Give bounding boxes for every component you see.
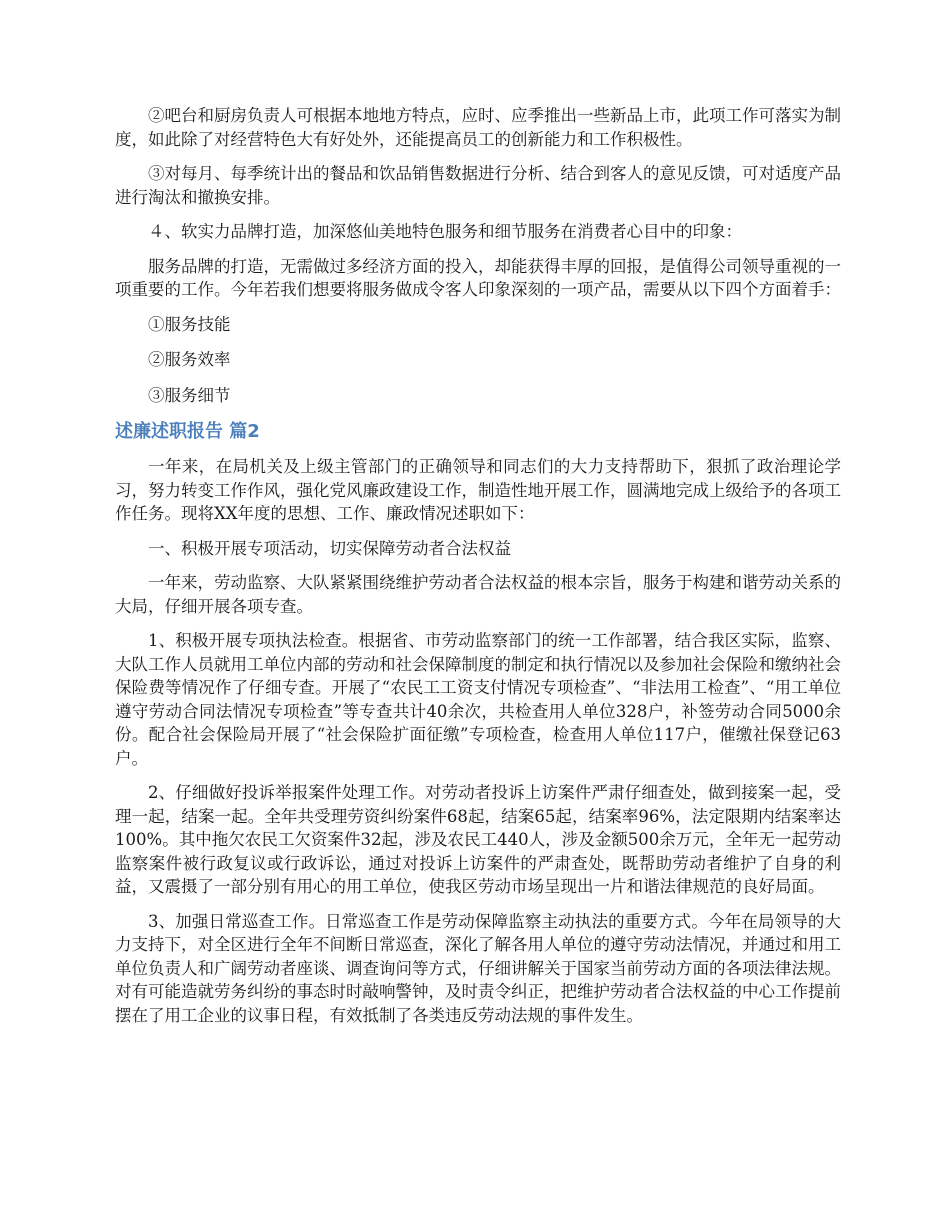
paragraph: 一年来，在局机关及上级主管部门的正确领导和同志们的大力支持帮助下，狠抓了政治理论学习，努力转变工作作风，强化党风廉政建设工作，制造性地开展工作，圆满地完成上级给予的各项工作任务。现将XX年度的思想、工作、廉政情况述职如下： bbox=[115, 457, 841, 523]
document-page bbox=[115, 104, 841, 1038]
paragraph: ②吧台和厨房负责人可根据本地地方特点，应时、应季推出一些新品上市，此项工作可落实为制度，如此除了对经营特色大有好处外，还能提高员工的创新能力和工作积极性。 bbox=[115, 106, 841, 149]
paragraph: 一、积极开展专项活动，切实保障劳动者合法权益 bbox=[148, 538, 511, 558]
paragraph: 一年来，劳动监察、大队紧紧围绕维护劳动者合法权益的根本宗旨，服务于构建和谐劳动关系的大局，仔细开展各项专查。 bbox=[115, 573, 841, 616]
paragraph: ４、软实力品牌打造，加深悠仙美地特色服务和细节服务在消费者心目中的印象： bbox=[148, 222, 742, 241]
list-item: ③服务细节 bbox=[148, 385, 231, 405]
paragraph: ③对每月、每季统计出的餐品和饮品销售数据进行分析、结合到客人的意见反馈，可对适度产品进行淘汰和撤换安排。 bbox=[115, 164, 841, 207]
section-heading: 述廉述职报告 篇2 bbox=[115, 421, 260, 442]
list-item: ②服务效率 bbox=[148, 350, 231, 369]
paragraph: 3、加强日常巡查工作。日常巡查工作是劳动保障监察主动执法的重要方式。今年在局领导的大力支持下，对全区进行全年不间断日常巡查，深化了解各用人单位的遵守劳动法情况，并通过和用工单位负责人和广阔劳动者座谈、调查询问等方式，仔细讲解关于国家当前劳动方面的各项法律法规。对有可能造就劳务纠纷的事态时时敲响警钟，及时责令纠正，把维护劳动者合法权益的中心工作提前摆在了用工企业的议事日程，有效抵制了各类违反劳动法规的事件发生。 bbox=[115, 911, 841, 1025]
paragraph: 1、积极开展专项执法检查。根据省、市劳动监察部门的统一工作部署，结合我区实际，监察、大队工作人员就用工单位内部的劳动和社会保障制度的制定和执行情况以及参加社会保险和缴纳社会保险费等情况作了仔细专查。开展了“农民工工资支付情况专项检查”、“非法用工检查”、“用工单位遵守劳动合同法情况专项检查”等专查共计40余次，共检查用人单位328户，补签劳动合同5000余份。配合社会保险局开展了“社会保险扩面征缴”专项检查，检查用人单位117户，催缴社保登记63户。 bbox=[115, 631, 841, 768]
list-item: ①服务技能 bbox=[148, 314, 231, 334]
paragraph: 2、仔细做好投诉举报案件处理工作。对劳动者投诉上访案件严肃仔细查处，做到接案一起，受理一起，结案一起。全年共受理劳资纠纷案件68起，结案65起，结案率96%，法定限期内结案率达100%。其中拖欠农民工欠资案件32起，涉及农民工440人，涉及金额500余万元，全年无一起劳动监察案件被行政复议或行政诉讼，通过对投诉上访案件的严肃查处，既帮助劳动者维护了自身的利益，又震摄了一部分别有用心的用工单位，使我区劳动市场呈现出一片和谐法律规范的良好局面。 bbox=[115, 783, 841, 896]
paragraph: 服务品牌的打造，无需做过多经济方面的投入，却能获得丰厚的回报，是值得公司领导重视的一项重要的工作。今年若我们想要将服务做成令客人印象深刻的一项产品，需要从以下四个方面着手： bbox=[115, 256, 841, 299]
